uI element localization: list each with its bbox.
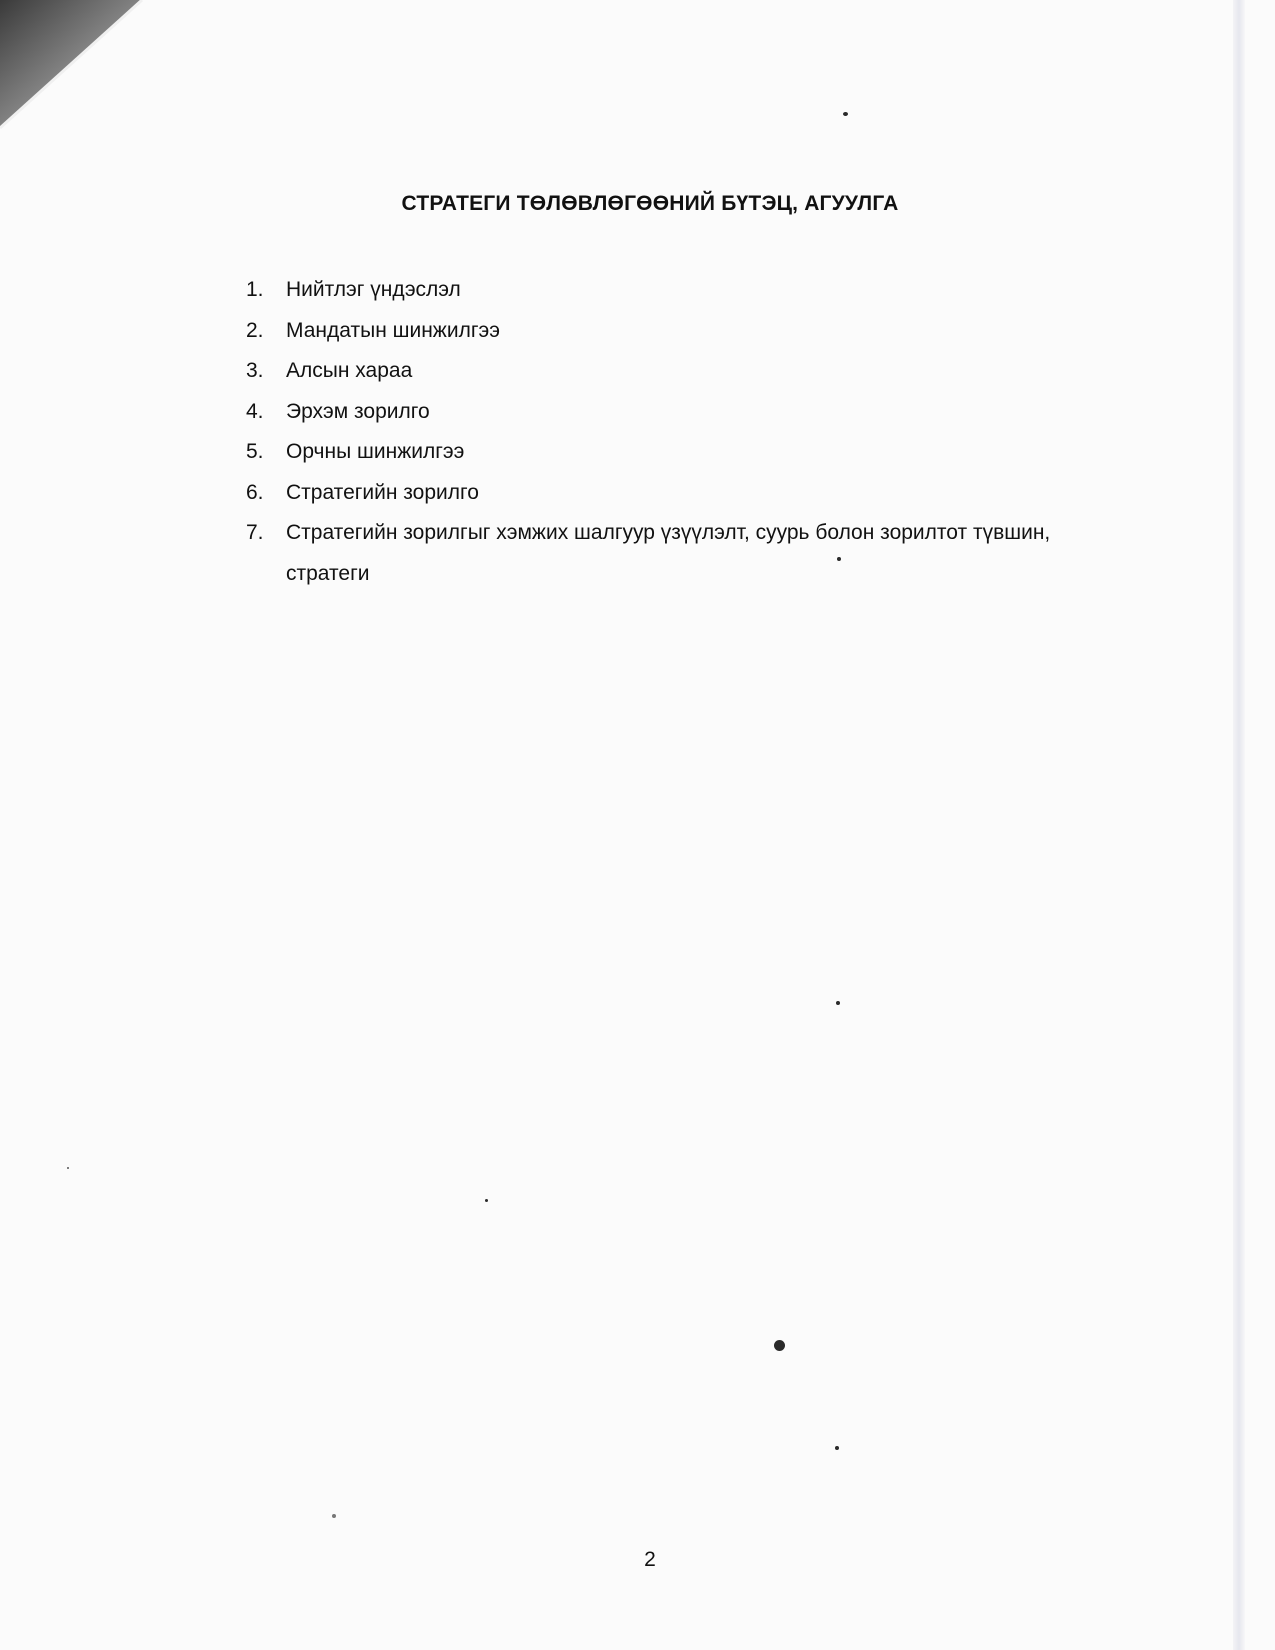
list-item-text: Нийтлэг үндэслэл <box>286 278 461 301</box>
list-item-number: 4. <box>246 399 264 423</box>
list-item-number: 2. <box>246 318 264 342</box>
list-item-text: Алсын хараа <box>286 359 413 382</box>
list-item-number: 6. <box>246 480 264 504</box>
scan-speck <box>843 112 848 116</box>
list-item <box>246 392 1066 433</box>
list-item <box>246 270 1066 311</box>
list-item-text: Эрхэм зорилго <box>286 399 430 423</box>
list-item-number: 5. <box>246 440 264 463</box>
list-item <box>246 513 1066 594</box>
page-title: СТРАТЕГИ ТӨЛӨВЛӨГӨӨНИЙ БҮТЭЦ, АГУУЛГА <box>401 192 899 215</box>
scan-speck <box>837 557 841 561</box>
list-item-text: Стратегийн зорилгыг хэмжих шалгуур үзүүлэлт, суурь болон зорилтот түвшин, стратеги <box>286 521 1051 585</box>
scan-speck <box>332 1514 336 1518</box>
table-of-contents-list <box>246 270 1066 594</box>
list-item <box>246 311 1066 352</box>
scan-edge-shadow <box>1233 0 1245 1650</box>
list-item-text: Орчны шинжилгээ <box>286 440 465 463</box>
scan-speck <box>485 1199 488 1202</box>
list-item <box>246 432 1066 473</box>
page-number: 2 <box>644 1548 656 1571</box>
page-corner-fold <box>0 0 150 140</box>
scan-speck <box>836 1001 840 1005</box>
list-item-number: 7. <box>246 521 264 544</box>
list-item <box>246 351 1066 392</box>
list-item-number: 1. <box>246 278 264 301</box>
scan-speck <box>835 1446 839 1450</box>
list-item-text: Стратегийн зорилго <box>286 480 479 504</box>
scan-speck <box>67 1167 69 1169</box>
list-item-text: Мандатын шинжилгээ <box>286 318 500 342</box>
list-item <box>246 473 1066 514</box>
scan-speck <box>774 1340 785 1351</box>
list-item-number: 3. <box>246 359 264 382</box>
